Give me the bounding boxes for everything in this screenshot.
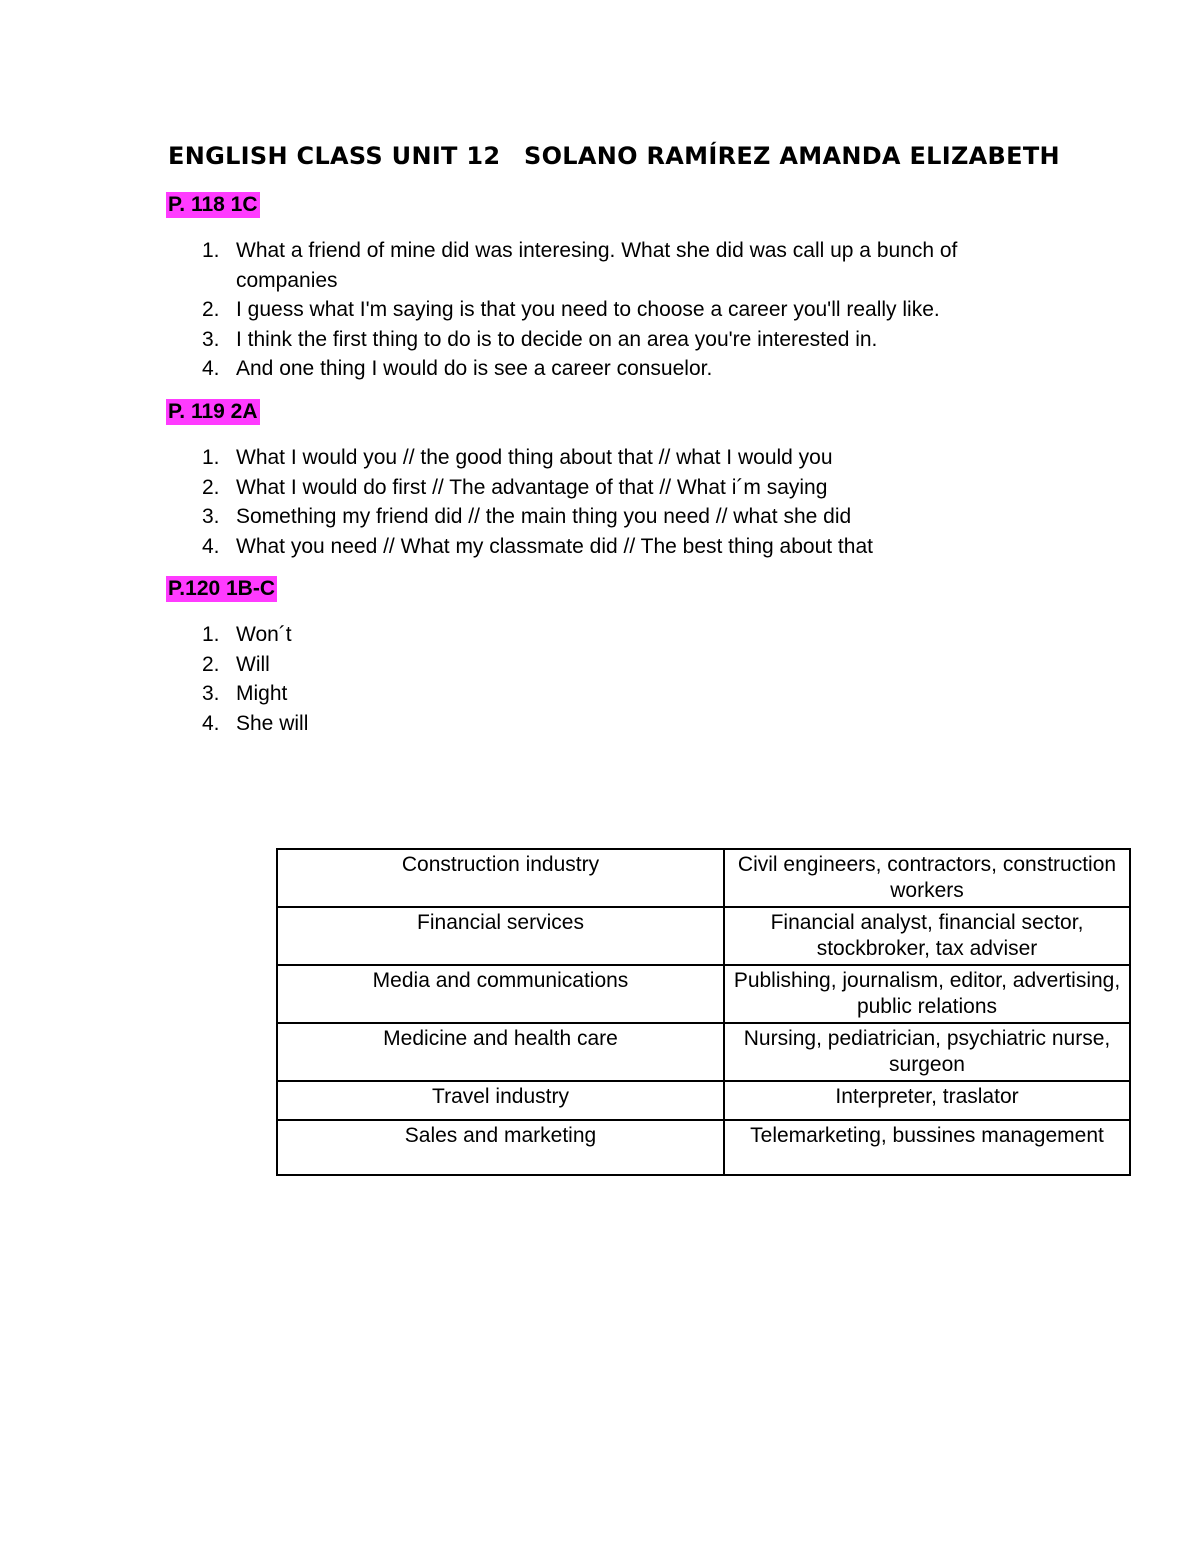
title-unit: ENGLISH CLASS UNIT 12 — [168, 142, 501, 170]
item-text: Something my friend did // the main thing you need // what she did — [236, 505, 852, 528]
table-row — [277, 1081, 1130, 1120]
item-number: 2. — [202, 298, 220, 321]
table-cell-industry: Sales and marketing — [277, 1120, 724, 1175]
table-cell-industry: Construction industry — [277, 849, 724, 907]
table-cell-industry: Travel industry — [277, 1081, 724, 1120]
item-number: 3. — [202, 327, 220, 351]
item-text: And one thing I would do is see a career consuelor. — [236, 357, 713, 380]
list-item — [166, 532, 1046, 562]
careers-table — [276, 848, 1127, 1176]
list-item — [166, 620, 1046, 650]
table-cell-industry: Medicine and health care — [277, 1023, 724, 1081]
list-item — [166, 443, 1046, 473]
table-row — [277, 1023, 1130, 1081]
table-cell-jobs: Interpreter, traslator — [724, 1081, 1130, 1120]
section-heading: P. 119 2A — [168, 400, 258, 423]
item-text: I guess what I'm saying is that you need to choose a career you'll really like. — [236, 298, 940, 321]
list-item — [166, 502, 1046, 532]
careers-table-grid — [276, 848, 1131, 1176]
list-item — [166, 650, 1046, 680]
table-cell-jobs: Financial analyst, financial sector, stockbroker, tax adviser — [724, 907, 1130, 965]
table-row — [277, 1120, 1130, 1175]
answer-list — [166, 620, 1066, 738]
list-item — [166, 473, 1046, 503]
item-text: What a friend of mine did was interesing. What she did was call up a bunch of companies — [236, 239, 958, 292]
table-cell-jobs: Telemarketing, bussines management — [724, 1120, 1130, 1175]
section-p119 — [166, 399, 1066, 561]
item-text: Might — [236, 682, 288, 705]
section-p118 — [166, 192, 1066, 384]
table-cell-industry: Financial services — [277, 907, 724, 965]
section-p120 — [166, 576, 1066, 738]
item-text: What I would you // the good thing about that // what I would you — [236, 446, 833, 469]
item-number: 3. — [202, 505, 220, 528]
table-cell-industry: Media and communications — [277, 965, 724, 1023]
item-number: 4. — [202, 711, 220, 735]
table-cell-jobs: Nursing, pediatrician, psychiatric nurse, surgeon — [724, 1023, 1130, 1081]
item-number: 4. — [202, 534, 220, 558]
list-item — [166, 236, 1046, 295]
list-item — [166, 709, 1046, 739]
list-item — [166, 325, 1046, 355]
table-row — [277, 965, 1130, 1023]
list-item — [166, 679, 1046, 709]
list-item — [166, 354, 1046, 384]
table-row — [277, 907, 1130, 965]
item-number: 1. — [202, 239, 220, 262]
item-text: Will — [236, 652, 270, 676]
item-number: 2. — [202, 475, 220, 499]
document-title — [168, 142, 1068, 178]
section-heading: P. 118 1C — [168, 193, 258, 216]
table-cell-jobs: Civil engineers, contractors, construction workers — [724, 849, 1130, 907]
item-text: What you need // What my classmate did // The best thing about that — [236, 534, 873, 558]
list-item — [166, 295, 1046, 325]
item-number: 2. — [202, 652, 220, 676]
table-cell-jobs: Publishing, journalism, editor, advertising, public relations — [724, 965, 1130, 1023]
item-text: Won´t — [236, 623, 292, 646]
item-text: What I would do first // The advantage of that // What i´m saying — [236, 475, 828, 499]
item-text: She will — [236, 711, 309, 735]
section-heading: P.120 1B-C — [168, 577, 276, 600]
item-number: 4. — [202, 357, 220, 380]
title-student-name: SOLANO RAMÍREZ AMANDA ELIZABETH — [524, 142, 1060, 170]
table-row — [277, 849, 1130, 907]
item-text: I think the first thing to do is to decide on an area you're interested in. — [236, 327, 878, 351]
item-number: 1. — [202, 623, 220, 646]
answer-list — [166, 443, 1066, 561]
answer-list — [166, 236, 1066, 384]
item-number: 3. — [202, 682, 220, 705]
item-number: 1. — [202, 446, 220, 469]
